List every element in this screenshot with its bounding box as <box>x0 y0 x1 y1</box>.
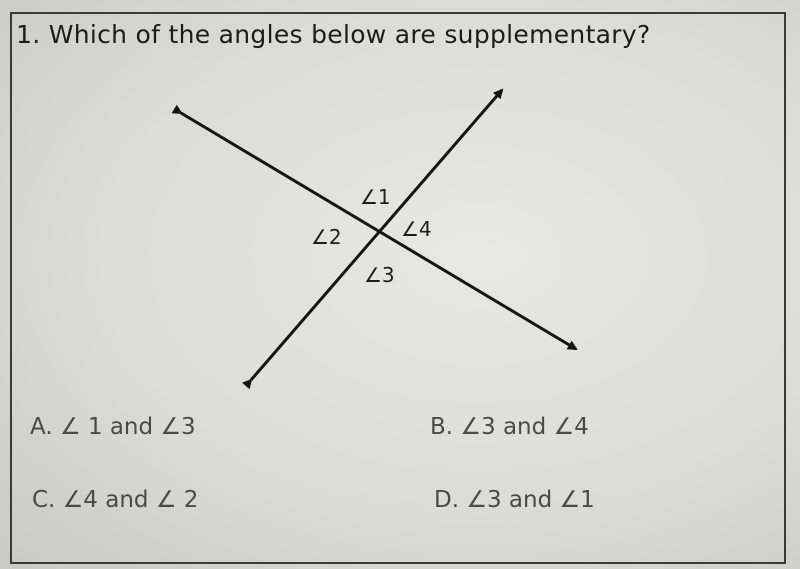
answer-option-c[interactable]: C. ∠4 and ∠ 2 <box>32 487 199 513</box>
angle-1-label: ∠1 <box>360 185 391 209</box>
angle-3-label: ∠3 <box>364 263 395 287</box>
answer-option-a[interactable]: A. ∠ 1 and ∠3 <box>30 414 196 440</box>
answer-option-b[interactable]: B. ∠3 and ∠4 <box>430 414 589 440</box>
line-lower-left-to-upper-right <box>251 90 502 380</box>
angle-4-label: ∠4 <box>401 217 432 241</box>
answer-option-d[interactable]: D. ∠3 and ∠1 <box>434 487 595 513</box>
question-text: 1. Which of the angles below are supplementary? <box>16 20 651 49</box>
angle-2-label: ∠2 <box>311 225 342 249</box>
